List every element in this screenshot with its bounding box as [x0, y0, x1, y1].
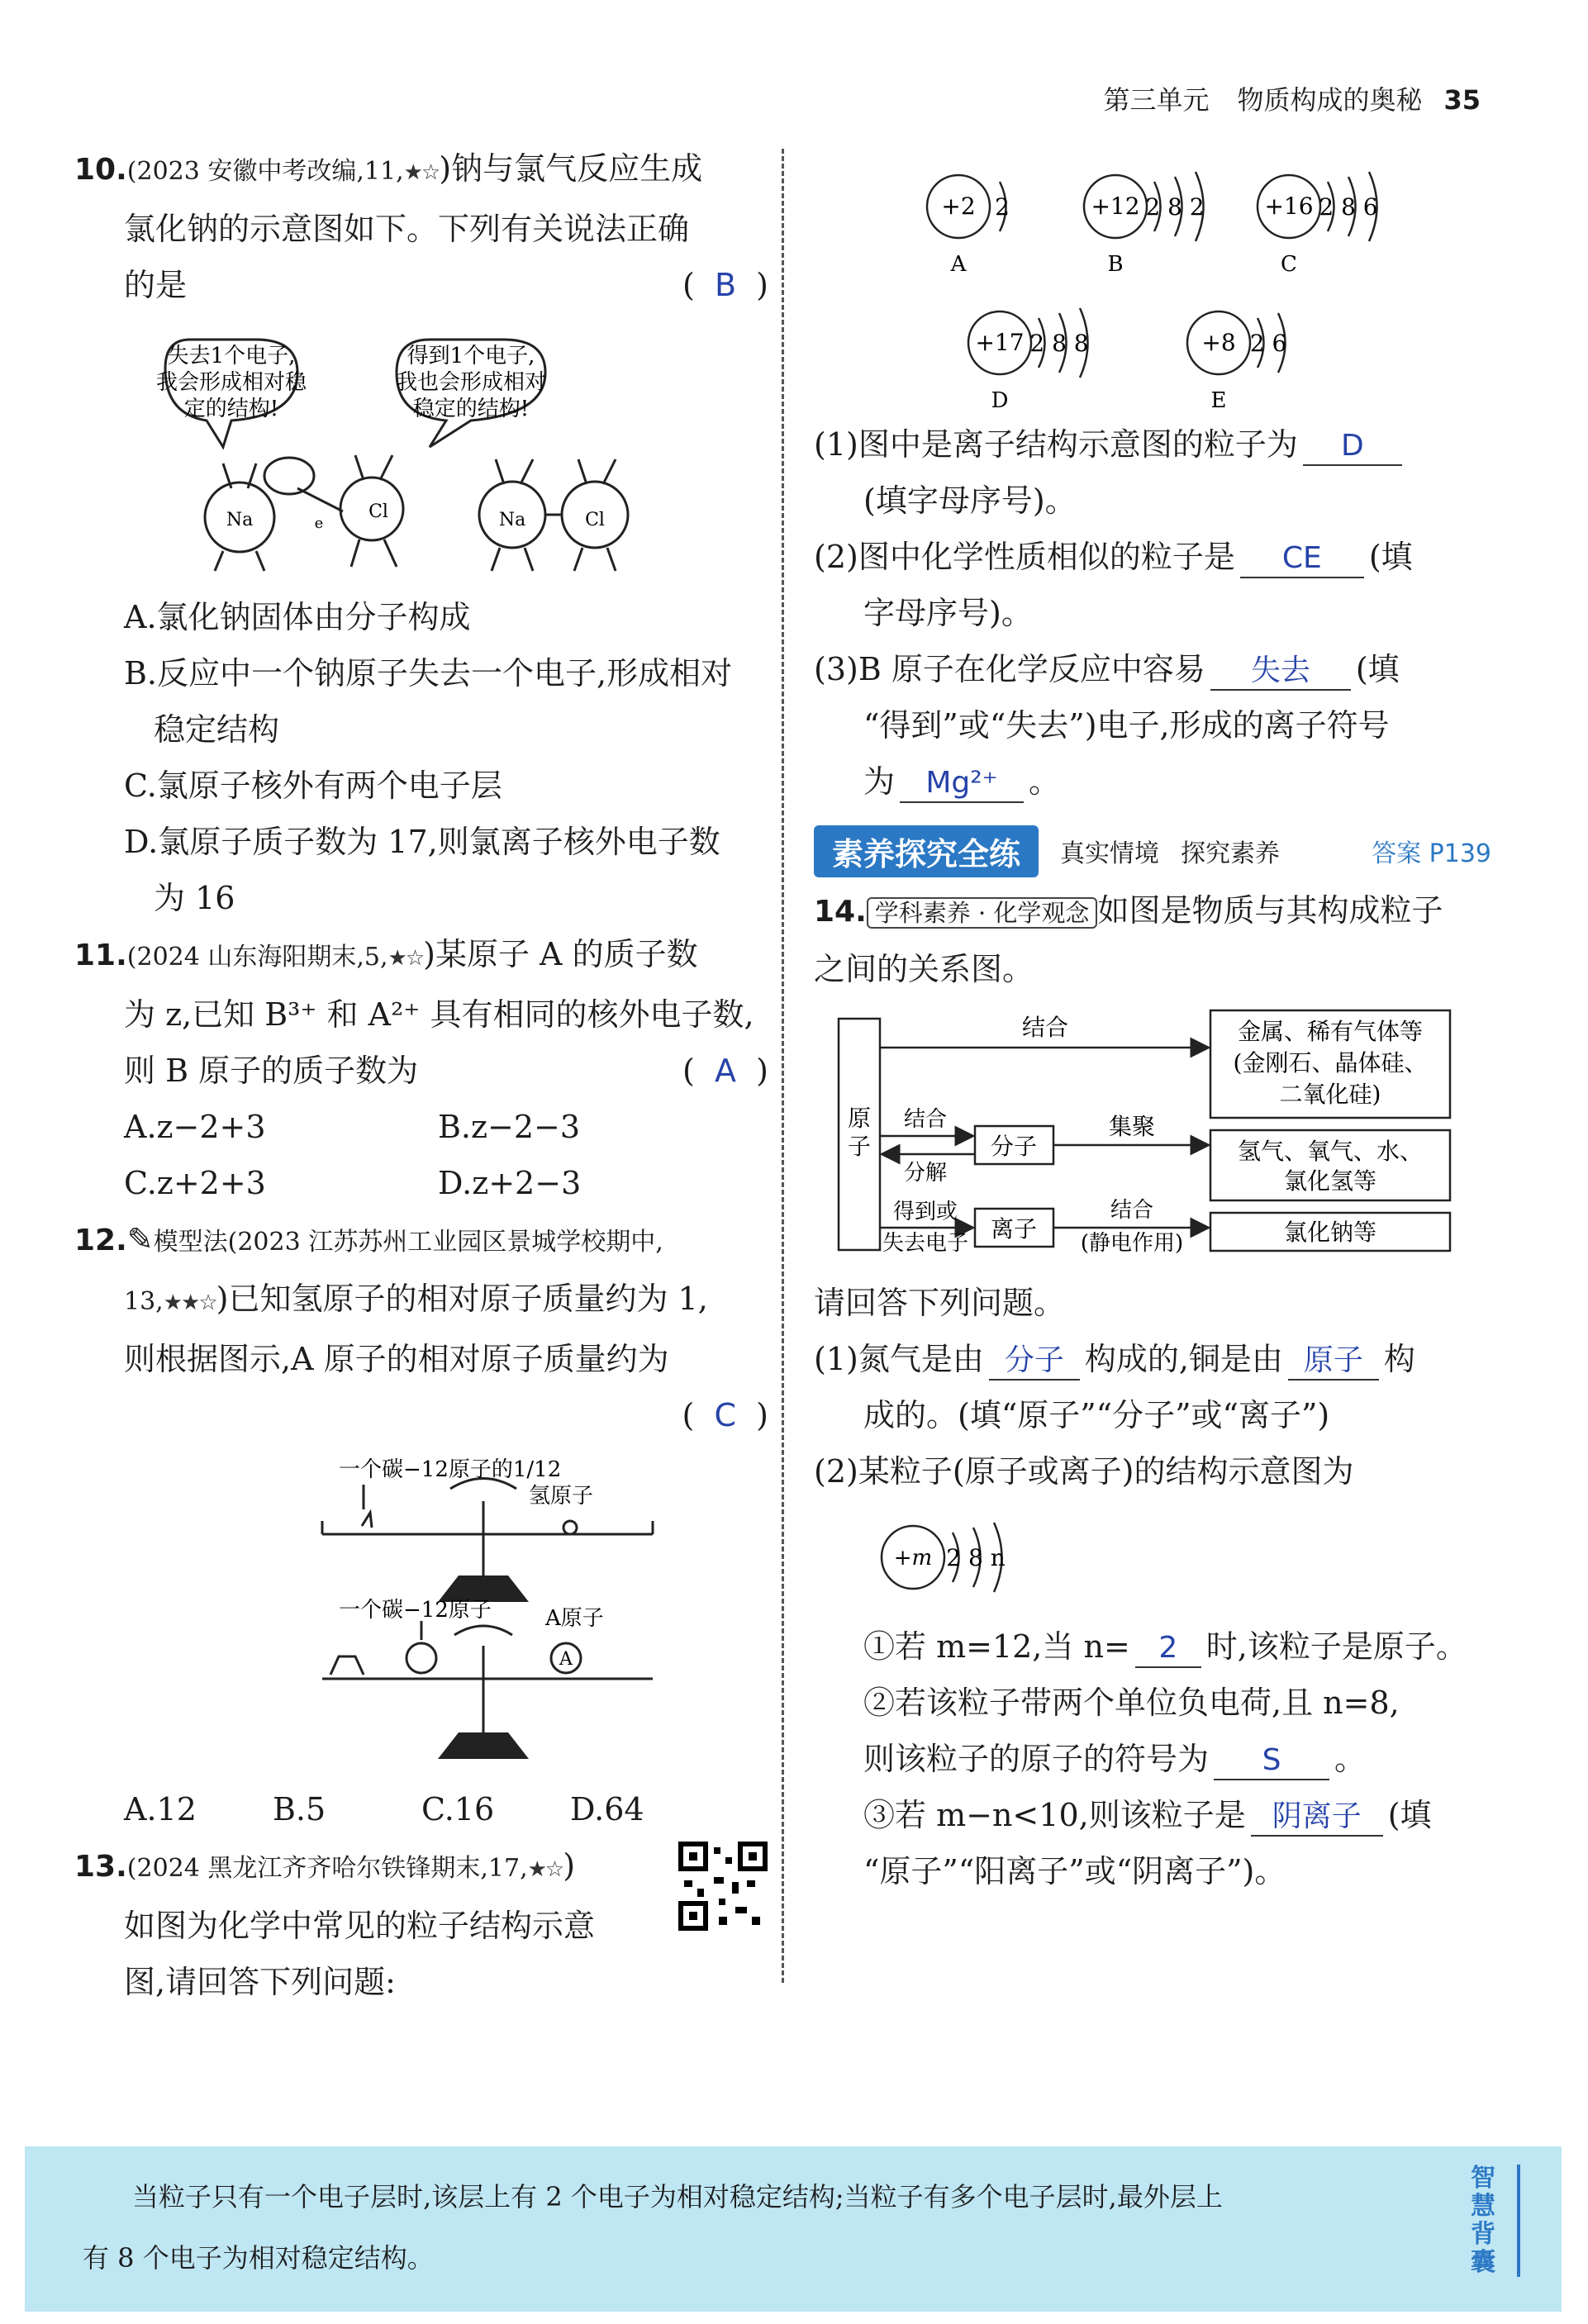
question-source: (2023 江苏苏州工业园区景城学校期中, — [227, 1228, 663, 1257]
balance-figure — [306, 1452, 686, 1778]
pencil-icon: ✎ — [126, 1221, 154, 1257]
ion-box-text: 离子 — [990, 1215, 1038, 1243]
answer-page-ref[interactable]: 答案 P139 — [1372, 839, 1491, 868]
sub-question-text: “得到”或“失去”)电子,形成的离子符号 — [863, 707, 1390, 744]
atom-label: D — [991, 388, 1009, 413]
atom-box-text: 原子 — [847, 1105, 872, 1160]
question-text: 氯化钠的示意图如下。下列有关说法正确 — [124, 211, 690, 247]
sub-question-text: 为 — [863, 763, 896, 800]
answer-blank — [1135, 1628, 1201, 1668]
column-divider — [782, 149, 784, 1983]
nucleus-label: +16 — [1264, 192, 1314, 220]
answer-value: 失去 — [1250, 653, 1310, 687]
footer-side-label: 智慧背囊 — [1471, 2165, 1520, 2277]
answer-blank — [1288, 1341, 1379, 1381]
footer-tip-box — [25, 2146, 1562, 2312]
difficulty-stars: ★★☆ — [163, 1290, 216, 1315]
unit-title: 第三单元 — [1103, 84, 1210, 116]
question-number: 12. — [74, 1224, 127, 1257]
sub-question-text: 时,该粒子是原子。 — [1205, 1628, 1467, 1665]
question-text: 为 z,已知 B³⁺ 和 A²⁺ 具有相同的核外电子数, — [124, 996, 754, 1033]
bubble-left-line: 失去1个电子, — [167, 344, 296, 368]
answer-blank — [989, 1341, 1080, 1381]
sodium-chlorine-cartoon — [157, 323, 752, 579]
aggregate-label: 集聚 — [1108, 1113, 1156, 1140]
hydrogen-label: 氢原子 — [529, 1484, 594, 1509]
answer-value: B — [714, 267, 737, 303]
atom-label: A — [950, 252, 967, 277]
sub-question-text: (填 — [1368, 539, 1413, 575]
substance-box2-line: 氯化氢等 — [1283, 1167, 1377, 1195]
left-column — [74, 140, 768, 2010]
answer-value: D — [1340, 429, 1364, 463]
option-d: D.64 — [570, 1791, 644, 1827]
sub-question-text: (2)某粒子(原子或离子)的结构示意图为 — [814, 1453, 1354, 1490]
sub-question-text: 成的。(填“原子”“分子”或“离子”) — [863, 1397, 1330, 1433]
banner-subtitle: 探究素养 — [1181, 839, 1281, 868]
question-text: 图,请回答下列问题: — [124, 1964, 396, 2000]
difficulty-stars: ★☆ — [387, 946, 424, 971]
question-text: 如图是物质与其构成粒子 — [1097, 892, 1443, 929]
answer-value: A — [715, 1053, 737, 1089]
combine-label: 结合 — [1110, 1198, 1154, 1223]
q12-line2 — [74, 1271, 768, 1331]
cl-label: Cl — [368, 501, 388, 522]
molecule-box-text: 分子 — [990, 1133, 1038, 1160]
na-ion-label: Na — [498, 510, 526, 530]
literacy-tag: 学科素养 · 化学观念 — [867, 897, 1098, 929]
footer-tip-line: 当粒子只有一个电子层时,该层上有 2 个电子为相对稳定结构;当粒子有多个电子层时,最外层上 — [132, 2181, 1223, 2212]
answer-blank — [1251, 1797, 1383, 1837]
page-header — [1103, 79, 1481, 117]
option-b: B.反应中一个钠原子失去一个电子,形成相对 — [124, 655, 733, 691]
sub-question-text: 构 — [1383, 1341, 1415, 1377]
q12-line1 — [74, 1211, 768, 1271]
question-text: )已知氢原子的相对原子质量约为 1, — [216, 1281, 708, 1317]
option-b: B.5 — [273, 1791, 326, 1827]
question-text: 则 B 原子的质子数为 — [124, 1053, 419, 1089]
sub-question-text: 字母序号)。 — [863, 595, 1033, 631]
shell-electrons: 2 6 — [1249, 330, 1287, 357]
nucleus-label: +2 — [941, 192, 976, 220]
q13-p3 — [814, 641, 1491, 697]
banner-title: 素养探究全练 — [814, 825, 1039, 877]
question-text: 则根据图示,A 原子的相对原子质量约为 — [124, 1341, 669, 1377]
answer-blank — [1240, 539, 1364, 578]
nucleus-label: +17 — [975, 329, 1025, 356]
sub-question-text: “原子”“阳离子”或“阴离子”)。 — [863, 1853, 1286, 1889]
sub-question-text: (2)图中化学性质相似的粒子是 — [814, 539, 1235, 575]
gain-label: 得到或 — [892, 1200, 958, 1224]
shell-electrons: 2 8 6 — [1319, 193, 1378, 221]
option-a: A.z−2+3 — [124, 1109, 266, 1145]
question-source: (2024 山东海阳期末,5, — [126, 943, 388, 972]
option-d: D.z+2−3 — [438, 1165, 582, 1201]
q13-p1 — [814, 416, 1491, 473]
section-banner — [814, 826, 1491, 876]
q13-line1: 13.(2024 黑龙江齐齐哈尔铁锋期末,17,★☆) — [74, 1837, 768, 1898]
sub-question-text: 构成的,铜是由 — [1084, 1341, 1283, 1377]
na-label: Na — [226, 510, 254, 530]
cl-ion-label: Cl — [585, 510, 605, 530]
sub-question-text: 。 — [1334, 1741, 1367, 1777]
answer-blank — [1214, 1741, 1329, 1780]
sub-question-text: 。 — [1029, 763, 1061, 800]
difficulty-stars: ★☆ — [403, 160, 440, 185]
sub-question-text: ①若 m=12,当 n= — [863, 1628, 1130, 1665]
option-a: A.12 — [124, 1791, 197, 1827]
atom-structure-figure — [814, 140, 1491, 413]
q11-options-row1 — [74, 1099, 768, 1155]
carbon-atom-label: 一个碳−12原子 — [339, 1598, 492, 1623]
combine-label: 结合 — [903, 1107, 948, 1132]
topic-title: 物质构成的奥秘 — [1237, 84, 1423, 116]
decompose-label: 分解 — [903, 1161, 948, 1186]
question-number: 10. — [74, 153, 127, 187]
q14-line1 — [814, 882, 1491, 941]
sub-question-text: ③若 m−n<10,则该粒子是 — [863, 1797, 1246, 1833]
answer-value: 原子 — [1303, 1343, 1363, 1377]
question-number: 13. — [74, 1850, 127, 1884]
shell-electrons: 2 8 n — [946, 1544, 1006, 1571]
substance-box1-line: 金属、稀有气体等 — [1237, 1018, 1424, 1045]
option-c: C.氯原子核外有两个电子层 — [124, 768, 502, 804]
sub-question-text: (1)氮气是由 — [814, 1341, 984, 1377]
question-text: 如图为化学中常见的粒子结构示意 — [124, 1908, 596, 1944]
answer-bracket: ( C ) — [682, 1397, 768, 1433]
bubble-left-line: 我会形成相对稳 — [157, 370, 307, 395]
q11-options-row2 — [74, 1155, 768, 1211]
option-c: C.z+2+3 — [124, 1165, 266, 1201]
a-atom-label: A原子 — [545, 1606, 604, 1631]
sub-question-text: (3)B 原子在化学反应中容易 — [814, 651, 1205, 687]
atom-label: E — [1210, 388, 1227, 413]
a-atom-letter: A — [559, 1649, 573, 1670]
sub-question-text: 则该粒子的原子的符号为 — [863, 1741, 1210, 1777]
q10-line3 — [74, 257, 768, 313]
difficulty-stars: ★☆ — [527, 1857, 563, 1882]
q14-s3 — [814, 1787, 1491, 1843]
answer-bracket: ( B ) — [682, 267, 768, 303]
combine-label: 结合 — [1021, 1014, 1069, 1041]
option-b: B.z−2−3 — [438, 1109, 581, 1145]
question-source: (2023 安徽中考改编,11, — [126, 157, 404, 186]
matter-particle-relation-diagram — [814, 1002, 1475, 1267]
question-source: 13, — [124, 1287, 164, 1316]
option-d: D.氯原子质子数为 17,则氯离子核外电子数 — [124, 824, 720, 860]
atom-label: B — [1107, 252, 1124, 277]
option-b-cont: 稳定结构 — [154, 711, 280, 748]
lose-label: 失去电子 — [882, 1231, 969, 1256]
question-number: 11. — [74, 939, 127, 972]
answer-bracket: ( A ) — [682, 1053, 768, 1089]
option-d-cont: 为 16 — [154, 880, 235, 916]
question-text: 的是 — [124, 267, 188, 303]
option-c: C.16 — [421, 1791, 495, 1827]
nucleus-label: +8 — [1201, 329, 1236, 356]
sub-question-text: (1)图中是离子结构示意图的粒子为 — [814, 426, 1298, 463]
bubble-right-line: 我也会形成相对 — [395, 370, 547, 395]
question-text: 请回答下列问题。 — [814, 1285, 1066, 1321]
substance-box3-text: 氯化钠等 — [1283, 1219, 1377, 1246]
carbon-fraction-label: 一个碳−12原子的1/12 — [339, 1457, 562, 1482]
nucleus-label: +12 — [1091, 192, 1140, 220]
q10-line1 — [74, 140, 768, 201]
substance-box2-line: 氢气、氧气、水、 — [1237, 1138, 1424, 1165]
answer-blank — [1210, 651, 1351, 691]
shell-electrons: 2 8 8 — [1029, 330, 1089, 357]
q14-p1 — [814, 1331, 1491, 1387]
question-text: 之间的关系图。 — [814, 951, 1034, 987]
sub-question-text: (填 — [1355, 651, 1400, 687]
bubble-right-line: 得到1个电子, — [407, 344, 535, 368]
answer-value: C — [714, 1397, 737, 1433]
right-column — [814, 140, 1491, 1899]
electrostatic-label: (静电作用) — [1080, 1231, 1184, 1256]
answer-blank — [900, 763, 1024, 803]
question-number: 14. — [814, 895, 867, 929]
substance-box1-line: (金刚石、晶体硅、 — [1233, 1049, 1428, 1076]
q12-options — [74, 1781, 768, 1837]
question-text: )某原子 A 的质子数 — [423, 936, 698, 972]
q11-line3 — [74, 1043, 768, 1099]
answer-value: CE — [1281, 541, 1322, 575]
q14-s2b — [814, 1731, 1491, 1787]
banner-subtitle: 真实情境 — [1060, 839, 1160, 868]
answer-value: Mg²⁺ — [925, 766, 998, 800]
answer-blank — [1303, 426, 1402, 466]
question-text: )钠与氯气反应生成 — [439, 150, 703, 187]
q13-p2 — [814, 529, 1491, 585]
sub-question-text: (填 — [1387, 1797, 1432, 1833]
electron-label: e — [314, 515, 324, 532]
nucleus-label: +m — [893, 1546, 933, 1571]
bubble-left-line: 定的结构! — [183, 397, 279, 421]
ion-structure-figure — [863, 1499, 1111, 1615]
footer-tip-text — [83, 2166, 1454, 2288]
q14-s1 — [814, 1618, 1491, 1675]
footer-tip-line: 有 8 个电子为相对稳定结构。 — [83, 2242, 434, 2274]
qr-code-icon[interactable] — [678, 1841, 768, 1932]
bubble-right-line: 稳定的结构! — [412, 397, 530, 421]
sub-question-text: ②若该粒子带两个单位负电荷,且 n=8, — [863, 1685, 1400, 1721]
option-a: A.氯化钠固体由分子构成 — [124, 599, 471, 635]
sub-question-text: (填字母序号)。 — [863, 482, 1077, 519]
method-label: 模型法 — [153, 1228, 228, 1257]
q11-line1 — [74, 926, 768, 986]
substance-box1-line: 二氧化硅) — [1279, 1081, 1381, 1108]
page-number: 35 — [1443, 84, 1481, 116]
answer-value: 2 — [1158, 1631, 1178, 1665]
shell-electrons: 2 8 2 — [1145, 193, 1205, 221]
shell-electrons: 2 — [995, 193, 1010, 221]
answer-value: S — [1262, 1743, 1281, 1777]
answer-value: 分子 — [1004, 1343, 1064, 1377]
q13-p3-end — [814, 753, 1491, 810]
answer-value: 阴离子 — [1272, 1799, 1362, 1833]
question-source: (2024 黑龙江齐齐哈尔铁锋期末,17, — [126, 1854, 528, 1883]
atom-label: C — [1281, 252, 1297, 277]
